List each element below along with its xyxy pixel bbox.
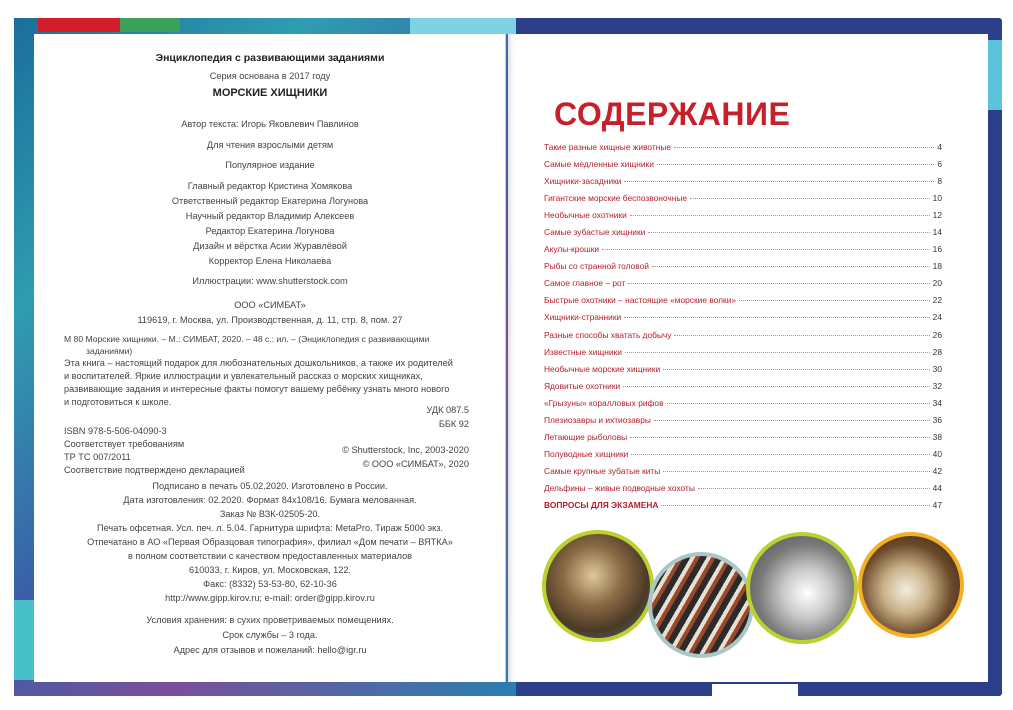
catalog-entry: М 80 Морские хищники. – М.: СИМБАТ, 2020. – 48 с.: ил. – (Энциклопедия с развивающими: [64, 334, 430, 344]
series-title: Энциклопедия с развивающими заданиями: [155, 52, 385, 64]
toc-row: [544, 176, 942, 193]
sea-otter-photo: [542, 530, 654, 642]
cover-decor: [988, 40, 1002, 110]
toc-leader: [690, 198, 930, 199]
toc-row: [544, 261, 942, 278]
edition: Популярное издание: [225, 160, 315, 170]
toc-page-number: 4: [937, 142, 942, 152]
toc-leader: [661, 505, 929, 506]
compliance: Соответствует требованиям: [64, 439, 185, 449]
storage-line: Адрес для отзывов и пожеланий: hello@igr.ru: [173, 645, 367, 655]
pufferfish-photo: [858, 532, 964, 638]
annotation-line: и воспитателей. Яркие иллюстрации и увлекательный рассказ о морских хищниках,: [64, 371, 423, 381]
toc-label: Самые зубастые хищники: [544, 227, 646, 238]
toc-label: Хищники-засадники: [544, 176, 622, 187]
toc-page-number: 47: [932, 499, 942, 510]
toc-row: [544, 227, 942, 244]
toc-row: [544, 398, 942, 415]
toc-row: [544, 483, 942, 500]
toc-page-number: 8: [937, 176, 942, 187]
annotation-line: и подготовиться к школе.: [64, 397, 172, 407]
bbk: ББК 92: [438, 419, 469, 429]
toc-page-number: 6: [937, 159, 942, 170]
copyright: © Shutterstock, Inc, 2003-2020: [342, 445, 469, 455]
toc-leader: [663, 471, 929, 472]
toc-row: [544, 244, 942, 261]
toc-row: [544, 347, 942, 364]
toc-label: Дельфины – живые подводные хохоты: [544, 482, 695, 493]
toc-row: [544, 210, 942, 227]
toc-page-number: 12: [932, 210, 942, 221]
toc-leader: [648, 232, 929, 233]
annotation-line: Эта книга – настоящий подарок для любознательных дошкольников, а также их родителей: [64, 358, 453, 368]
compliance: Соответствие подтверждено декларацией: [64, 465, 245, 475]
toc-page-number: 34: [932, 397, 942, 408]
toc-label: Ядовитые охотники: [544, 380, 621, 391]
toc-row: [544, 159, 942, 176]
credit-line: Редактор Екатерина Логунова: [205, 226, 335, 236]
toc-label: Самое главное – рот: [544, 278, 626, 289]
storage-line: Условия хранения: в сухих проветриваемых помещениях.: [146, 615, 394, 625]
credit-line: Ответственный редактор Екатерина Логунова: [171, 196, 369, 206]
toc-row: [544, 312, 942, 329]
toc-leader: [657, 164, 934, 165]
toc-leader: [654, 420, 930, 421]
table-of-contents: [544, 142, 942, 517]
toc-page-number: 38: [932, 431, 942, 442]
cover-red-strip: [38, 18, 120, 32]
imprint-line: в полном соответствии с качеством предоставленных материалов: [127, 551, 413, 561]
imprint-line: http://www.gipp.kirov.ru; e-mail: order@gipp.kirov.ru: [165, 593, 375, 603]
toc-label: «Грызуны» коралловых рифов: [544, 397, 664, 408]
imprint-line: Факс: (8332) 53-53-80, 62-10-36: [203, 579, 337, 589]
toc-page-number: 14: [932, 227, 942, 238]
toc-label: Самые медленные хищники: [544, 159, 654, 170]
toc-page-number: 40: [932, 448, 942, 459]
credit-line: Научный редактор Владимир Алексеев: [185, 211, 355, 221]
toc-page-number: 30: [932, 363, 942, 374]
imprint-line: 610033, г. Киров, ул. Московская, 122.: [188, 565, 351, 575]
toc-label: Разные способы хватать добычу: [544, 329, 672, 340]
toc-label: Необычные охотники: [544, 210, 627, 221]
toc-row: [544, 432, 942, 449]
toc-row: [544, 381, 942, 398]
toc-page-number: 26: [932, 329, 942, 340]
toc-leader: [739, 300, 930, 301]
toc-label: Самые крупные зубатые киты: [544, 465, 661, 476]
publisher: ООО «СИМБАТ»: [234, 300, 306, 310]
illustrations-credit: Иллюстрации: www.shutterstock.com: [192, 276, 348, 286]
toc-row: [544, 466, 942, 483]
imprint-line: Подписано в печать 05.02.2020. Изготовлено в России.: [152, 481, 388, 491]
toc-leader: [631, 454, 929, 455]
toc-page-number: 44: [932, 482, 942, 493]
toc-page-number: 16: [932, 244, 942, 255]
toc-label: Такие разные хищные животные: [544, 142, 672, 152]
toc-label: ВОПРОСЫ ДЛЯ ЭКЗАМЕНА: [544, 499, 659, 510]
toc-leader: [652, 266, 930, 267]
toc-page-number: 18: [932, 261, 942, 272]
toc-page-number: 32: [932, 380, 942, 391]
toc-leader: [698, 488, 930, 489]
toc-leader: [630, 437, 930, 438]
credit-line: Дизайн и вёрстка Асии Журавлёвой: [193, 241, 347, 251]
toc-leader: [674, 335, 929, 336]
toc-leader: [663, 369, 930, 370]
copyright: © ООО «СИМБАТ», 2020: [362, 459, 469, 469]
toc-label: Известные хищники: [544, 346, 622, 357]
isbn: ISBN 978-5-506-04090-3: [64, 426, 167, 436]
imprint-line: Отпечатано в АО «Первая Образцовая типография», филиал «Дом печати – ВЯТКА»: [87, 537, 453, 547]
cover-green-strip: [120, 18, 180, 32]
lionfish-photo: [648, 552, 754, 658]
toc-label: Необычные морские хищники: [544, 363, 661, 374]
imprint-line: Дата изготовления: 02.2020. Формат 84x108/16. Бумага мелованная.: [123, 495, 417, 505]
toc-page-number: 24: [932, 312, 942, 323]
credit-line: Корректор Елена Николаева: [208, 256, 332, 266]
audience: Для чтения взрослыми детям: [206, 140, 334, 150]
leopard-seal-photo: [746, 532, 858, 644]
toc-row: [544, 500, 942, 517]
toc-page-number: 20: [932, 278, 942, 289]
toc-label: Полуводные хищники: [544, 448, 629, 459]
toc-row: [544, 193, 942, 210]
publisher-address: 119619, г. Москва, ул. Производственная, д. 11, стр. 8, пом. 27: [137, 315, 403, 325]
toc-label: Гигантские морские беспозвоночные: [544, 193, 688, 204]
toc-leader: [625, 352, 930, 353]
toc-label: Летающие рыболовы: [544, 431, 628, 442]
toc-leader: [602, 249, 930, 250]
toc-leader: [628, 283, 929, 284]
toc-leader: [623, 386, 930, 387]
toc-page-number: 10: [932, 193, 942, 204]
cover-decor: [14, 600, 36, 680]
contents-page: [508, 34, 988, 682]
toc-row: [544, 330, 942, 347]
toc-leader: [624, 181, 934, 182]
udk: УДК 087.5: [426, 405, 469, 415]
toc-leader: [674, 147, 934, 148]
toc-page-number: 36: [932, 414, 942, 425]
toc-label: Хищники-странники: [544, 312, 622, 323]
toc-page-number: 28: [932, 346, 942, 357]
toc-row: [544, 364, 942, 381]
imprint-page: [34, 34, 506, 682]
toc-leader: [667, 403, 930, 404]
storage-line: Срок службы – 3 года.: [222, 630, 318, 640]
toc-leader: [630, 215, 930, 216]
toc-label: Рыбы со странной головой: [544, 261, 649, 272]
toc-row: [544, 295, 942, 312]
catalog-entry: заданиями): [86, 346, 133, 356]
credit-line: Главный редактор Кристина Хомякова: [187, 181, 353, 191]
book-title: МОРСКИЕ ХИЩНИКИ: [212, 87, 328, 99]
author: Автор текста: Игорь Яковлевич Павлинов: [181, 119, 359, 129]
toc-label: Плезиозавры и ихтиозавры: [544, 414, 651, 425]
toc-page-number: 42: [932, 465, 942, 476]
imprint-line: Печать офсетная. Усл. печ. л. 5.04. Гарнитура шрифта: MetaPro. Тираж 5000 экз.: [97, 523, 443, 533]
toc-label: Акулы-крошки: [544, 244, 600, 255]
toc-row: [544, 278, 942, 295]
series-founded: Серия основана в 2017 году: [209, 71, 331, 81]
toc-row: [544, 449, 942, 466]
cover-decor: [410, 18, 516, 34]
toc-leader: [624, 317, 929, 318]
compliance: ТР ТС 007/2011: [64, 452, 131, 462]
cover-decor: [712, 684, 798, 698]
toc-page-number: 22: [932, 295, 942, 306]
toc-row: [544, 142, 942, 159]
toc-row: [544, 415, 942, 432]
toc-label: Быстрые охотники – настоящие «морские волки»: [544, 295, 737, 306]
annotation-line: развивающие задания и интересные факты помогут вашему ребёнку узнать много нового: [64, 384, 450, 394]
imprint-line: Заказ № ВЗК-02505-20.: [219, 509, 321, 519]
contents-title: СОДЕРЖАНИЕ: [554, 96, 791, 132]
